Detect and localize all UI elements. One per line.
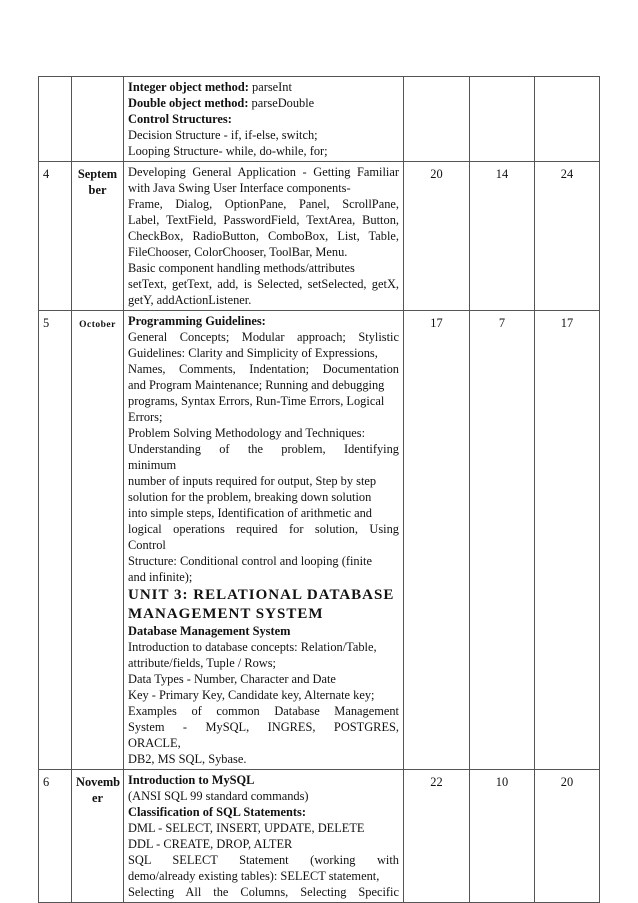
content-line: Understanding of the problem, Identifying <box>128 442 399 456</box>
number-cell-3 <box>535 77 600 162</box>
number-cell-3: 20 <box>535 770 600 903</box>
content-line: ORACLE, <box>128 736 181 750</box>
content-cell <box>124 770 404 903</box>
content-line: Decision Structure - if, if-else, switch; <box>128 128 318 142</box>
serial-number-cell: 5 <box>39 311 72 770</box>
content-heading: Classification of SQL Statements: <box>128 805 306 819</box>
content-line: CheckBox, RadioButton, ComboBox, List, Table, <box>128 229 399 243</box>
month-cell: October <box>72 311 124 770</box>
month-cell: Novemb er <box>72 770 124 903</box>
content-line: FileChooser, ColorChooser, ToolBar, Menu. <box>128 245 348 259</box>
number-cell-1: 17 <box>404 311 470 770</box>
content-line: Errors; <box>128 410 163 424</box>
number-cell-3: 17 <box>535 311 600 770</box>
serial-number-cell: 4 <box>39 162 72 311</box>
content-line-value: parseDouble <box>248 96 315 110</box>
month-cell: Septem ber <box>72 162 124 311</box>
number-cell-1 <box>404 77 470 162</box>
content-line: Label, TextField, PasswordField, TextArea, Button, <box>128 213 399 227</box>
number-cell-2: 14 <box>470 162 535 311</box>
content-line: logical operations required for solution, Using <box>128 522 399 536</box>
content-line: Data Types - Number, Character and Date <box>128 672 336 686</box>
content-line: Selecting All the Columns, Selecting Specific <box>128 885 399 899</box>
content-line: solution for the problem, breaking down solution <box>128 490 372 504</box>
content-line: General Concepts; Modular approach; Stylistic <box>128 330 399 344</box>
content-heading: Database Management System <box>128 624 291 638</box>
content-line: Developing General Application - Getting Familiar <box>128 165 399 179</box>
syllabus-table-body <box>39 77 600 903</box>
syllabus-table <box>38 76 600 903</box>
content-line: and infinite); <box>128 570 193 584</box>
content-line-value: parseInt <box>248 80 292 94</box>
content-line: minimum <box>128 458 177 472</box>
content-line: Names, Comments, Indentation; Documentation <box>128 362 399 376</box>
content-line-label: Integer object method: <box>128 80 249 94</box>
content-line: number of inputs required for output, Step by step <box>128 474 377 488</box>
content-line: DDL - CREATE, DROP, ALTER <box>128 837 293 851</box>
content-line: Structure: Conditional control and looping (finite <box>128 554 372 568</box>
serial-number-cell: 6 <box>39 770 72 903</box>
number-cell-3: 24 <box>535 162 600 311</box>
number-cell-1: 20 <box>404 162 470 311</box>
content-line: Basic component handling methods/attributes <box>128 261 355 275</box>
content-line <box>128 95 399 111</box>
content-line <box>128 79 399 95</box>
content-line: (ANSI SQL 99 standard commands) <box>128 789 309 803</box>
content-line: getY, addActionListener. <box>128 293 252 307</box>
content-cell <box>124 77 404 162</box>
table-row <box>39 162 600 311</box>
content-line: DML - SELECT, INSERT, UPDATE, DELETE <box>128 821 365 835</box>
content-line: with Java Swing User Interface components- <box>128 181 351 195</box>
content-line: SQL SELECT Statement (working with <box>128 853 399 867</box>
content-line: attribute/fields, Tuple / Rows; <box>128 656 277 670</box>
content-line: DB2, MS SQL, Sybase. <box>128 752 247 766</box>
content-line: and Program Maintenance; Running and debugging <box>128 378 385 392</box>
month-cell <box>72 77 124 162</box>
content-cell <box>124 162 404 311</box>
table-row <box>39 770 600 903</box>
content-line: Key - Primary Key, Candidate key, Alternate key; <box>128 688 375 702</box>
number-cell-2: 10 <box>470 770 535 903</box>
serial-number-cell <box>39 77 72 162</box>
content-line: Examples of common Database Management <box>128 704 399 718</box>
number-cell-2: 7 <box>470 311 535 770</box>
content-line: Guidelines: Clarity and Simplicity of Expressions, <box>128 346 378 360</box>
unit-heading: MANAGEMENT SYSTEM <box>128 606 324 622</box>
content-line: Frame, Dialog, OptionPane, Panel, ScrollPane, <box>128 197 399 211</box>
content-heading: Control Structures: <box>128 112 232 126</box>
content-line: Control <box>128 538 166 552</box>
content-heading: Programming Guidelines: <box>128 314 266 328</box>
content-line: Problem Solving Methodology and Techniques: <box>128 426 366 440</box>
content-line-label: Double object method: <box>128 96 249 110</box>
table-row <box>39 77 600 162</box>
content-cell <box>124 311 404 770</box>
unit-heading: UNIT 3: RELATIONAL DATABASE <box>128 587 395 603</box>
content-line: programs, Syntax Errors, Run-Time Errors, Logical <box>128 394 385 408</box>
content-line: Introduction to database concepts: Relation/Table, <box>128 640 377 654</box>
number-cell-2 <box>470 77 535 162</box>
content-line: into simple steps, Identification of arithmetic and <box>128 506 372 520</box>
content-line: Looping Structure- while, do-while, for; <box>128 144 328 158</box>
content-line: setText, getText, add, is Selected, setSelected, getX, <box>128 277 399 291</box>
content-line: demo/already existing tables): SELECT statement, <box>128 869 380 883</box>
content-heading: Introduction to MySQL <box>128 773 255 787</box>
number-cell-1: 22 <box>404 770 470 903</box>
content-line: System - MySQL, INGRES, POSTGRES, <box>128 720 399 734</box>
table-row <box>39 311 600 770</box>
